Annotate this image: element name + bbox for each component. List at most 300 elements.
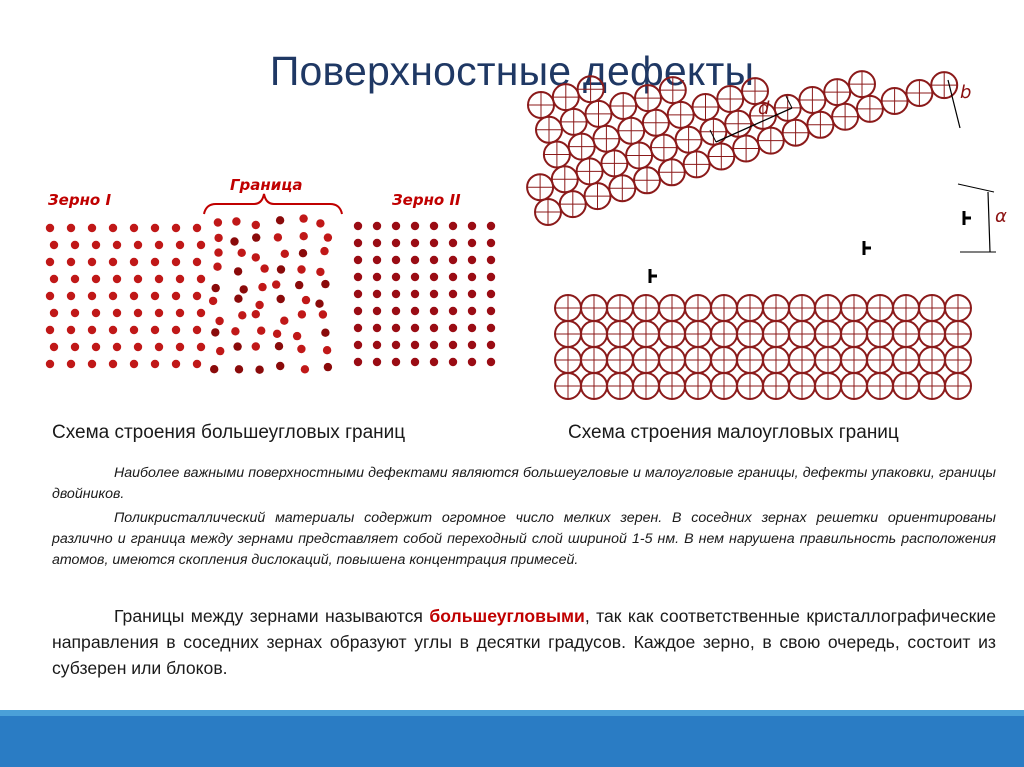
atom-circle: [593, 126, 619, 152]
atom: [449, 324, 457, 332]
atom: [130, 258, 138, 266]
atom: [193, 326, 201, 334]
atom-circle: [555, 373, 581, 399]
atom-circle: [581, 347, 607, 373]
atom-circle: [561, 109, 587, 135]
atom-circle: [578, 76, 604, 102]
atom-circle: [841, 347, 867, 373]
atom: [392, 307, 400, 315]
atom: [214, 248, 222, 256]
atom: [449, 290, 457, 298]
atom: [430, 307, 438, 315]
atom: [210, 365, 218, 373]
atom-circle-lattice: [527, 71, 971, 399]
atom: [252, 253, 260, 261]
atom: [215, 317, 223, 325]
atom: [449, 222, 457, 230]
atom: [299, 249, 307, 257]
atom-circle: [668, 102, 694, 128]
atom: [487, 239, 495, 247]
atom-circle: [711, 373, 737, 399]
atom-circle: [824, 79, 850, 105]
atom: [324, 363, 332, 371]
atom-circle: [893, 321, 919, 347]
atom: [297, 345, 305, 353]
atom: [130, 326, 138, 334]
atom: [411, 273, 419, 281]
dislocation-marker: [964, 211, 971, 225]
atom-circle: [676, 127, 702, 153]
label-grain-2: Зерно II: [392, 191, 461, 209]
atom: [354, 256, 362, 264]
atom: [449, 239, 457, 247]
atom: [109, 360, 117, 368]
atom: [252, 310, 260, 318]
paragraph-3-end: , так как соответственные кристаллографические направления в соседних зернах образуют углы в десятки градусов. Каждое зерно, в свою очередь, состоит из субзерен или блоков.: [52, 606, 996, 678]
atom-circle: [857, 96, 883, 122]
atom-circle: [555, 295, 581, 321]
atom-circle: [841, 373, 867, 399]
atom: [449, 256, 457, 264]
atom-circle: [815, 321, 841, 347]
atom: [155, 343, 163, 351]
atom: [50, 275, 58, 283]
atom-circle: [893, 295, 919, 321]
atom-circle: [633, 321, 659, 347]
atom-circle: [544, 142, 570, 168]
atom: [67, 360, 75, 368]
atom: [316, 268, 324, 276]
atom: [46, 224, 54, 232]
atom: [197, 275, 205, 283]
atom: [373, 290, 381, 298]
atom-circle: [607, 321, 633, 347]
atom: [354, 273, 362, 281]
atom: [252, 342, 260, 350]
atom: [67, 224, 75, 232]
atom: [298, 310, 306, 318]
atom: [323, 346, 331, 354]
atom: [273, 330, 281, 338]
atom: [430, 273, 438, 281]
atom: [487, 290, 495, 298]
dimension-b-line: [948, 80, 960, 128]
atom: [233, 342, 241, 350]
atom: [373, 358, 381, 366]
atom: [449, 307, 457, 315]
atom-circle: [737, 347, 763, 373]
atom: [392, 273, 400, 281]
atom-circle: [919, 373, 945, 399]
dimension-alpha-ext-top: [958, 184, 994, 192]
atom: [50, 241, 58, 249]
atom: [354, 307, 362, 315]
atom-circle: [763, 373, 789, 399]
atom-circle: [815, 295, 841, 321]
atom-circle: [555, 321, 581, 347]
atom: [430, 358, 438, 366]
dimension-alpha-line: [988, 192, 990, 252]
atom: [487, 256, 495, 264]
atom: [300, 232, 308, 240]
atom: [214, 218, 222, 226]
atom: [258, 283, 266, 291]
atom: [92, 343, 100, 351]
atom-circle: [867, 373, 893, 399]
atom: [392, 222, 400, 230]
atom: [468, 307, 476, 315]
atom-circle: [633, 347, 659, 373]
atom-circle: [882, 88, 908, 114]
atom-circle: [867, 321, 893, 347]
atom-circle: [610, 93, 636, 119]
atom: [487, 222, 495, 230]
atom: [255, 366, 263, 374]
caption-high-angle: Схема строения большеугловых границ: [52, 422, 406, 443]
atom-circle: [733, 136, 759, 162]
atom: [411, 222, 419, 230]
atom-circle: [685, 321, 711, 347]
dimension-d-label: d: [758, 98, 770, 119]
atom-circle: [931, 72, 957, 98]
atom-circle: [601, 150, 627, 176]
atom-circle: [737, 295, 763, 321]
atom: [88, 326, 96, 334]
atom: [280, 317, 288, 325]
atom: [392, 358, 400, 366]
atom: [324, 233, 332, 241]
atom: [67, 258, 75, 266]
atom-circle: [711, 295, 737, 321]
atom-circle: [684, 151, 710, 177]
atom: [373, 222, 381, 230]
atom-circle: [737, 373, 763, 399]
atom: [176, 343, 184, 351]
caption-low-angle: Схема строения малоугловых границ: [568, 422, 899, 443]
atom-circle: [700, 119, 726, 145]
atom: [71, 343, 79, 351]
atom: [212, 284, 220, 292]
atom: [155, 241, 163, 249]
atom: [92, 275, 100, 283]
atom-circle: [945, 321, 971, 347]
atom-circle: [919, 347, 945, 373]
atom: [411, 256, 419, 264]
atom: [354, 324, 362, 332]
atom-circle: [528, 92, 554, 118]
atom-circle: [651, 135, 677, 161]
atom-circle: [711, 347, 737, 373]
atom-circle: [815, 373, 841, 399]
atom: [276, 362, 284, 370]
atom-circle: [607, 295, 633, 321]
atom: [277, 295, 285, 303]
atom-circle: [841, 321, 867, 347]
atom: [232, 217, 240, 225]
atom: [487, 273, 495, 281]
atom: [468, 358, 476, 366]
atom: [193, 224, 201, 232]
atom-circle: [815, 347, 841, 373]
atom: [411, 324, 419, 332]
atom: [315, 300, 323, 308]
atom-circle: [867, 295, 893, 321]
atom: [260, 264, 268, 272]
atom: [354, 358, 362, 366]
atom: [252, 221, 260, 229]
atom-circle: [945, 347, 971, 373]
atom: [373, 324, 381, 332]
atom: [176, 275, 184, 283]
atom: [354, 222, 362, 230]
atom-circle: [919, 295, 945, 321]
atom: [134, 241, 142, 249]
atom: [151, 360, 159, 368]
atom: [430, 324, 438, 332]
high-angle-boundary-figure: [40, 170, 510, 390]
atom: [176, 241, 184, 249]
atom: [50, 309, 58, 317]
atom: [240, 285, 248, 293]
atom: [134, 343, 142, 351]
atom: [134, 309, 142, 317]
atom: [155, 275, 163, 283]
atom: [151, 258, 159, 266]
atom: [321, 280, 329, 288]
atom: [172, 360, 180, 368]
atom: [234, 267, 242, 275]
atom-circle: [660, 77, 686, 103]
atom: [392, 341, 400, 349]
boundary-brace: [204, 194, 342, 214]
atom: [411, 239, 419, 247]
atom: [281, 250, 289, 258]
atom-lattice: [46, 214, 495, 374]
atom-circle: [807, 112, 833, 138]
atom-circle: [586, 101, 612, 127]
atom: [411, 341, 419, 349]
atom: [430, 256, 438, 264]
atom: [354, 341, 362, 349]
atom-circle: [789, 373, 815, 399]
atom-circle: [609, 175, 635, 201]
atom: [487, 324, 495, 332]
atom: [234, 295, 242, 303]
atom-circle: [618, 118, 644, 144]
atom-circle: [789, 295, 815, 321]
atom: [487, 358, 495, 366]
low-angle-boundary-figure: [520, 70, 1020, 410]
atom-circle: [789, 347, 815, 373]
atom-circle: [634, 167, 660, 193]
atom: [92, 309, 100, 317]
atom-circle: [633, 373, 659, 399]
atom-circle: [685, 295, 711, 321]
atom: [67, 292, 75, 300]
atom-circle: [581, 373, 607, 399]
atom: [46, 258, 54, 266]
atom: [392, 290, 400, 298]
dislocation-marker: [864, 241, 871, 255]
atom-circle: [577, 158, 603, 184]
atom-circle: [737, 321, 763, 347]
atom: [272, 280, 280, 288]
atom: [46, 292, 54, 300]
atom: [213, 263, 221, 271]
atom-circle: [569, 134, 595, 160]
atom: [392, 256, 400, 264]
atom: [151, 224, 159, 232]
atom: [468, 222, 476, 230]
atom: [109, 224, 117, 232]
atom: [449, 341, 457, 349]
atom-circle: [643, 110, 669, 136]
atom: [316, 219, 324, 227]
paragraph-2: Поликристаллический материалы содержит огромное число мелких зерен. В соседних зернах решетки ориентированы различно и граница между зернами представляет собой переходный слой шириной 1-5 нм. В нем нарушена правильность расположения атомов, имеются скопления дислокаций, повышена концентрация примесей.: [52, 510, 996, 568]
atom: [88, 292, 96, 300]
atom: [88, 360, 96, 368]
atom: [430, 341, 438, 349]
atom-circle: [893, 373, 919, 399]
atom: [301, 365, 309, 373]
paragraph-3: [52, 603, 996, 681]
atom-circle: [555, 347, 581, 373]
atom: [46, 326, 54, 334]
atom: [373, 239, 381, 247]
atom: [411, 358, 419, 366]
atom: [193, 292, 201, 300]
atom-circle: [581, 321, 607, 347]
atom-circle: [693, 94, 719, 120]
atom: [88, 258, 96, 266]
atom: [113, 241, 121, 249]
atom: [235, 365, 243, 373]
atom: [373, 273, 381, 281]
atom-circle: [919, 321, 945, 347]
atom: [373, 307, 381, 315]
dislocation-marker: [650, 269, 657, 283]
atom-circle: [607, 373, 633, 399]
atom: [354, 239, 362, 247]
atom: [411, 307, 419, 315]
atom: [92, 241, 100, 249]
atom-circle: [717, 86, 743, 112]
atom-circle: [789, 321, 815, 347]
atom-circle: [659, 373, 685, 399]
atom-circle: [763, 295, 789, 321]
dislocation-markers: [650, 211, 971, 283]
atom: [468, 324, 476, 332]
slide-title: Поверхностные дефекты: [269, 48, 755, 94]
atom: [151, 326, 159, 334]
atom: [392, 239, 400, 247]
atom: [430, 290, 438, 298]
atom: [295, 281, 303, 289]
atom-circle: [893, 347, 919, 373]
atom-circle: [708, 144, 734, 170]
dimension-d-tick-right: [786, 96, 792, 108]
paragraph-1: Наиболее важными поверхностными дефектами являются большеугловые и малоугловые границы, дефекты упаковки, границы двойников.: [52, 465, 996, 502]
dimension-alpha-label: α: [995, 206, 1007, 227]
atom-circle: [560, 191, 586, 217]
atom-circle: [711, 321, 737, 347]
atom: [231, 327, 239, 335]
atom: [319, 310, 327, 318]
atom: [487, 307, 495, 315]
atom: [71, 241, 79, 249]
atom-circle: [626, 143, 652, 169]
atom-circle: [659, 159, 685, 185]
atom: [373, 256, 381, 264]
low-angle-boundary-diagram: [520, 70, 1020, 410]
atom-circle: [527, 174, 553, 200]
atom-circle: [945, 373, 971, 399]
atom: [88, 224, 96, 232]
atom: [46, 360, 54, 368]
atom-circle: [906, 80, 932, 106]
atom-circle: [841, 295, 867, 321]
atom: [468, 290, 476, 298]
atom: [197, 343, 205, 351]
atom: [320, 247, 328, 255]
atom: [487, 341, 495, 349]
atom: [230, 237, 238, 245]
atom: [67, 326, 75, 334]
atom: [373, 341, 381, 349]
atom: [449, 273, 457, 281]
atom: [238, 311, 246, 319]
atom: [468, 341, 476, 349]
atom-circle: [763, 321, 789, 347]
atom-circle: [832, 104, 858, 130]
atom: [299, 214, 307, 222]
atom: [468, 256, 476, 264]
atom: [130, 224, 138, 232]
atom: [430, 222, 438, 230]
atom: [71, 275, 79, 283]
atom: [468, 239, 476, 247]
atom-circle: [581, 295, 607, 321]
atom: [209, 297, 217, 305]
atom: [297, 265, 305, 273]
label-grain-1: Зерно I: [48, 191, 112, 209]
atom: [172, 258, 180, 266]
atom: [130, 360, 138, 368]
atom: [321, 329, 329, 337]
footer-bar: [0, 716, 1024, 767]
atom: [430, 239, 438, 247]
high-angle-boundary-diagram: [40, 170, 510, 390]
paragraph-3-start: Границы между зернами называются: [114, 606, 430, 626]
atom: [176, 309, 184, 317]
atom: [113, 309, 121, 317]
atom: [50, 343, 58, 351]
atom-circle: [725, 111, 751, 137]
atom: [411, 290, 419, 298]
atom: [216, 347, 224, 355]
atom: [392, 324, 400, 332]
atom-circle: [536, 117, 562, 143]
atom: [252, 233, 260, 241]
atom: [274, 233, 282, 241]
atom: [293, 332, 301, 340]
atom: [109, 258, 117, 266]
atom: [302, 296, 310, 304]
atom: [151, 292, 159, 300]
atom: [109, 292, 117, 300]
atom: [211, 328, 219, 336]
atom-circle: [685, 373, 711, 399]
